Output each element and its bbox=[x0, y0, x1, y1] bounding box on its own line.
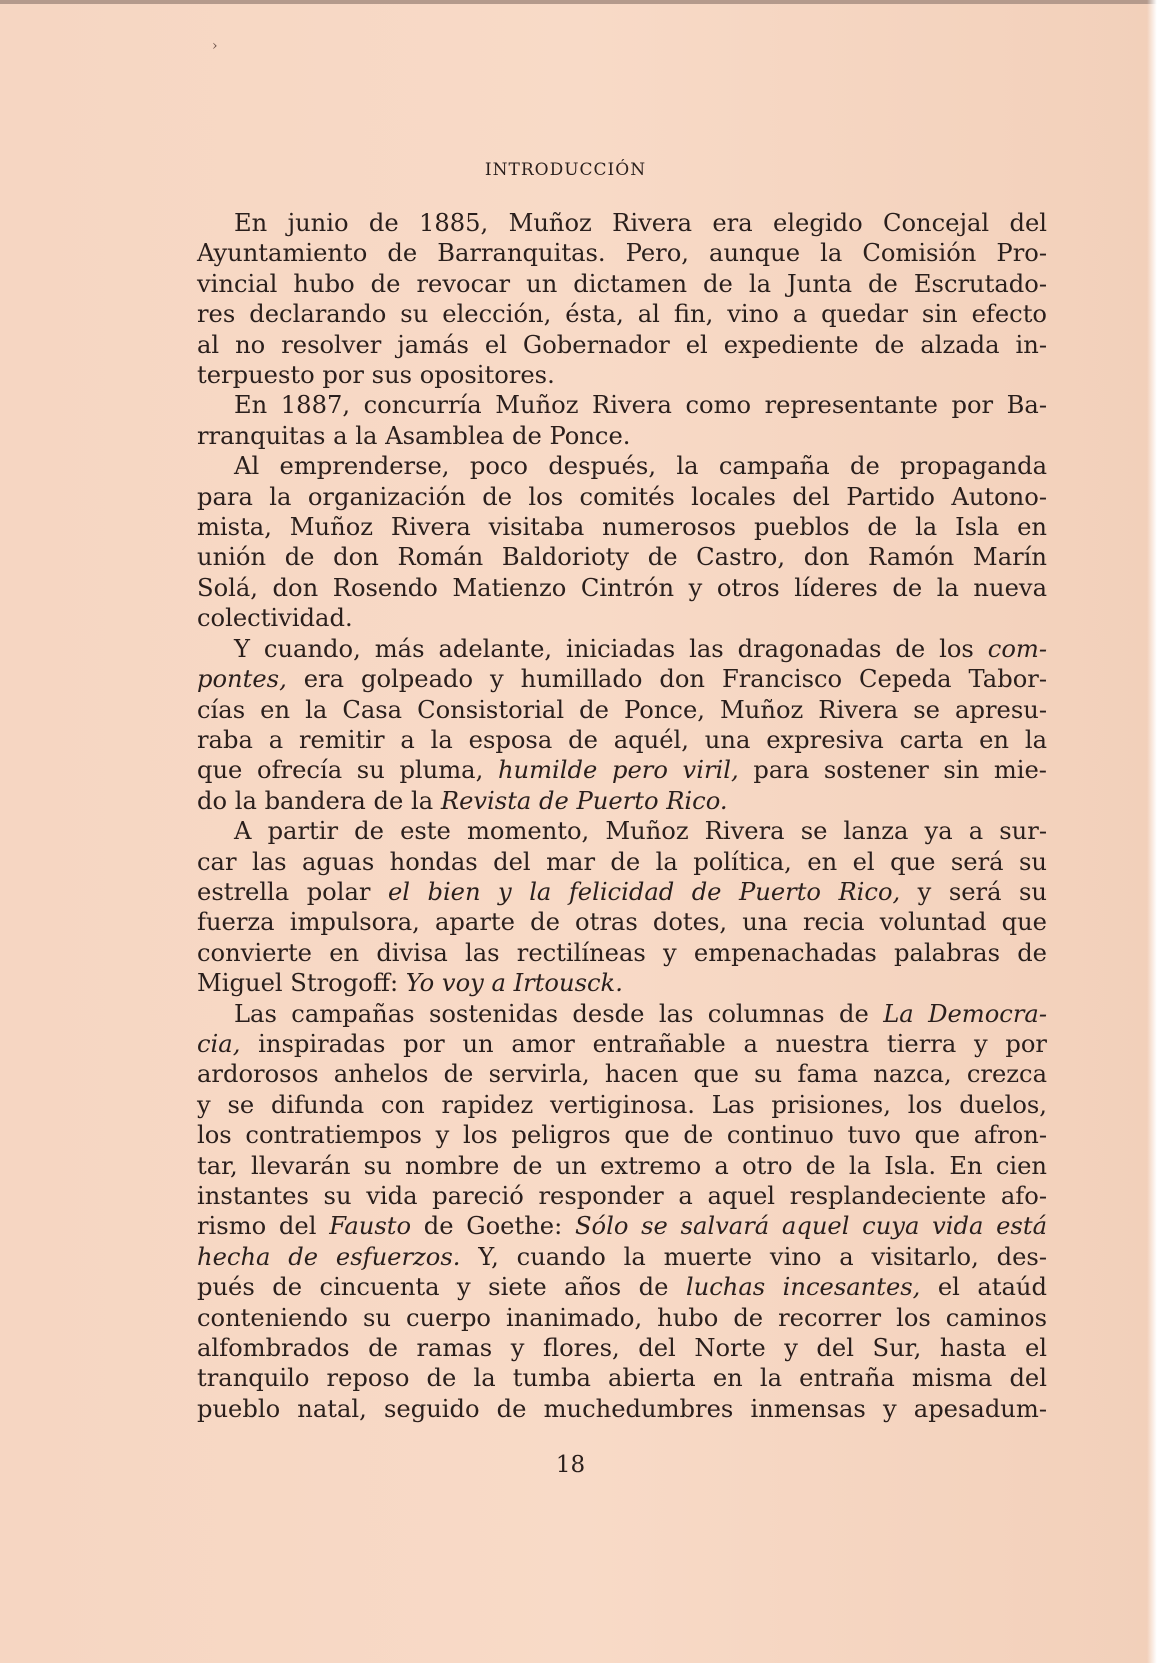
text-run: mista, Muñoz Rivera visitaba numerosos pueblos de la Isla en bbox=[197, 513, 1047, 542]
text-run: En 1887, concurría Muñoz Rivera como representante por Ba- bbox=[234, 391, 1047, 420]
italic-run: Fausto bbox=[329, 1212, 412, 1241]
text-line bbox=[197, 1242, 1047, 1272]
text-run: ardorosos anhelos de servirla, hacen que su fama nazca, crezca bbox=[197, 1060, 1047, 1089]
text-line bbox=[197, 907, 1047, 937]
text-line bbox=[197, 603, 1047, 633]
text-run: fuerza impulsora, aparte de otras dotes, una recia voluntad que bbox=[197, 908, 1047, 937]
text-run: convierte en divisa las rectilíneas y empenachadas palabras de bbox=[197, 938, 1047, 967]
stray-mark: › bbox=[212, 38, 218, 54]
text-line bbox=[197, 725, 1047, 755]
text-run: instantes su vida pareció responder a aquel resplandeciente afo- bbox=[197, 1182, 1047, 1210]
text-run: tranquilo reposo de la tumba abierta en la entraña misma del bbox=[197, 1364, 1047, 1393]
text-line bbox=[197, 877, 1047, 907]
text-run: para sostener sin mie- bbox=[738, 756, 1047, 785]
italic-run: La Democra- bbox=[883, 999, 1048, 1028]
text-run: que ofrecía su pluma, bbox=[197, 756, 498, 785]
text-line bbox=[197, 1029, 1047, 1059]
text-line bbox=[197, 1181, 1047, 1211]
text-line bbox=[197, 390, 1047, 420]
page-top-edge bbox=[0, 0, 1161, 4]
text-line bbox=[197, 1303, 1047, 1333]
text-run: do la bandera de la bbox=[197, 786, 441, 815]
text-line bbox=[197, 208, 1047, 238]
text-line bbox=[197, 968, 1047, 998]
text-line bbox=[197, 299, 1047, 329]
text-line bbox=[197, 1059, 1047, 1089]
text-line bbox=[197, 1151, 1047, 1181]
text-run: cías en la Casa Consistorial de Ponce, Muñoz Rivera se apresu- bbox=[197, 695, 1047, 724]
text-run: pués de cincuenta y siete años de bbox=[197, 1273, 686, 1302]
text-run: estrella polar bbox=[197, 877, 388, 906]
text-run: los contratiempos y los peligros que de continuo tuvo que afron- bbox=[197, 1121, 1047, 1150]
page-right-edge bbox=[1147, 0, 1161, 1663]
text-run: y será su bbox=[900, 877, 1047, 906]
text-run: raba a remitir a la esposa de aquél, una expresiva carta en la bbox=[197, 725, 1047, 754]
text-run: rranquitas a la Asamblea de Ponce. bbox=[197, 421, 631, 450]
italic-run: Revista de Puerto Rico. bbox=[440, 786, 728, 815]
italic-run: Sólo se salvará aquel cuya vida está bbox=[574, 1212, 1047, 1241]
text-line bbox=[197, 1211, 1047, 1241]
text-run: A partir de este momento, Muñoz Rivera se lanza ya a sur- bbox=[234, 817, 1047, 846]
body-text bbox=[197, 208, 1047, 1424]
text-run: de Goethe: bbox=[411, 1212, 575, 1241]
text-line bbox=[197, 1333, 1047, 1363]
text-line bbox=[197, 999, 1047, 1029]
italic-run: pontes, bbox=[197, 665, 287, 694]
text-line bbox=[197, 755, 1047, 785]
text-run: vincial hubo de revocar un dictamen de la Junta de Escrutado- bbox=[197, 269, 1047, 298]
text-run: Miguel Strogoff: bbox=[197, 969, 406, 998]
text-line bbox=[197, 816, 1047, 846]
text-line bbox=[197, 1394, 1047, 1424]
italic-run: cia, bbox=[197, 1029, 241, 1058]
italic-run: com- bbox=[987, 634, 1047, 663]
text-run: rismo del bbox=[197, 1212, 330, 1241]
text-line bbox=[197, 421, 1047, 451]
text-line bbox=[197, 1363, 1047, 1393]
italic-run: hecha de esfuerzos. bbox=[197, 1242, 461, 1271]
text-line bbox=[197, 634, 1047, 664]
text-run: era golpeado y humillado don Francisco Cepeda Tabor- bbox=[286, 665, 1047, 694]
text-line bbox=[197, 695, 1047, 725]
text-line bbox=[197, 573, 1047, 603]
text-line bbox=[197, 1272, 1047, 1302]
italic-run: Yo voy a Irtousck. bbox=[405, 969, 623, 998]
text-run: car las aguas hondas del mar de la política, en el que será su bbox=[197, 847, 1047, 876]
text-run: terpuesto por sus opositores. bbox=[197, 361, 555, 390]
text-run: En junio de 1885, Muñoz Rivera era elegido Concejal del bbox=[234, 209, 1047, 237]
text-run: alfombrados de ramas y flores, del Norte y del Sur, hasta el bbox=[197, 1334, 1047, 1363]
text-line bbox=[197, 1090, 1047, 1120]
italic-run: el bien y la felicidad de Puerto Rico, bbox=[387, 877, 901, 906]
text-run: Y, cuando la muerte vino a visitarlo, des- bbox=[460, 1242, 1048, 1271]
page-number: 18 bbox=[555, 1452, 586, 1478]
text-line bbox=[197, 451, 1047, 481]
text-run: colectividad. bbox=[197, 604, 353, 633]
text-line bbox=[197, 482, 1047, 512]
text-line bbox=[197, 847, 1047, 877]
text-run: inspiradas por un amor entrañable a nuestra tierra y por bbox=[240, 1029, 1047, 1058]
italic-run: humilde pero viril, bbox=[497, 756, 739, 785]
text-line bbox=[197, 786, 1047, 816]
text-run: unión de don Román Baldorioty de Castro, don Ramón Marín bbox=[197, 543, 1047, 572]
text-line bbox=[197, 938, 1047, 968]
text-line bbox=[197, 238, 1047, 268]
text-line bbox=[197, 542, 1047, 572]
text-run: Y cuando, más adelante, iniciadas las dragonadas de los bbox=[234, 634, 988, 663]
text-line bbox=[197, 269, 1047, 299]
text-run: y se difunda con rapidez vertiginosa. Las prisiones, los duelos, bbox=[197, 1090, 1047, 1119]
text-run: el ataúd bbox=[920, 1273, 1047, 1302]
text-run: al no resolver jamás el Gobernador el expediente de alzada in- bbox=[197, 330, 1047, 359]
text-run: res declarando su elección, ésta, al fin, vino a quedar sin efecto bbox=[197, 300, 1047, 329]
text-line bbox=[197, 664, 1047, 694]
running-head: INTRODUCCIÓN bbox=[484, 160, 647, 180]
text-run: tar, llevarán su nombre de un extremo a otro de la Isla. En cien bbox=[197, 1151, 1047, 1180]
text-run: Ayuntamiento de Barranquitas. Pero, aunque la Comisión Pro- bbox=[197, 239, 1047, 268]
text-run: para la organización de los comités locales del Partido Autono- bbox=[197, 482, 1047, 511]
text-line bbox=[197, 1120, 1047, 1150]
italic-run: luchas incesantes, bbox=[685, 1273, 921, 1302]
text-run: Al emprenderse, poco después, la campaña de propaganda bbox=[234, 452, 1047, 481]
text-run: pueblo natal, seguido de muchedumbres inmensas y apesadum- bbox=[197, 1394, 1047, 1423]
text-line bbox=[197, 330, 1047, 360]
text-run: Las campañas sostenidas desde las columnas de bbox=[234, 999, 884, 1028]
text-line bbox=[197, 512, 1047, 542]
text-run: conteniendo su cuerpo inanimado, hubo de recorrer los caminos bbox=[197, 1303, 1047, 1332]
text-run: Solá, don Rosendo Matienzo Cintrón y otros líderes de la nueva bbox=[197, 573, 1047, 602]
text-line bbox=[197, 360, 1047, 390]
